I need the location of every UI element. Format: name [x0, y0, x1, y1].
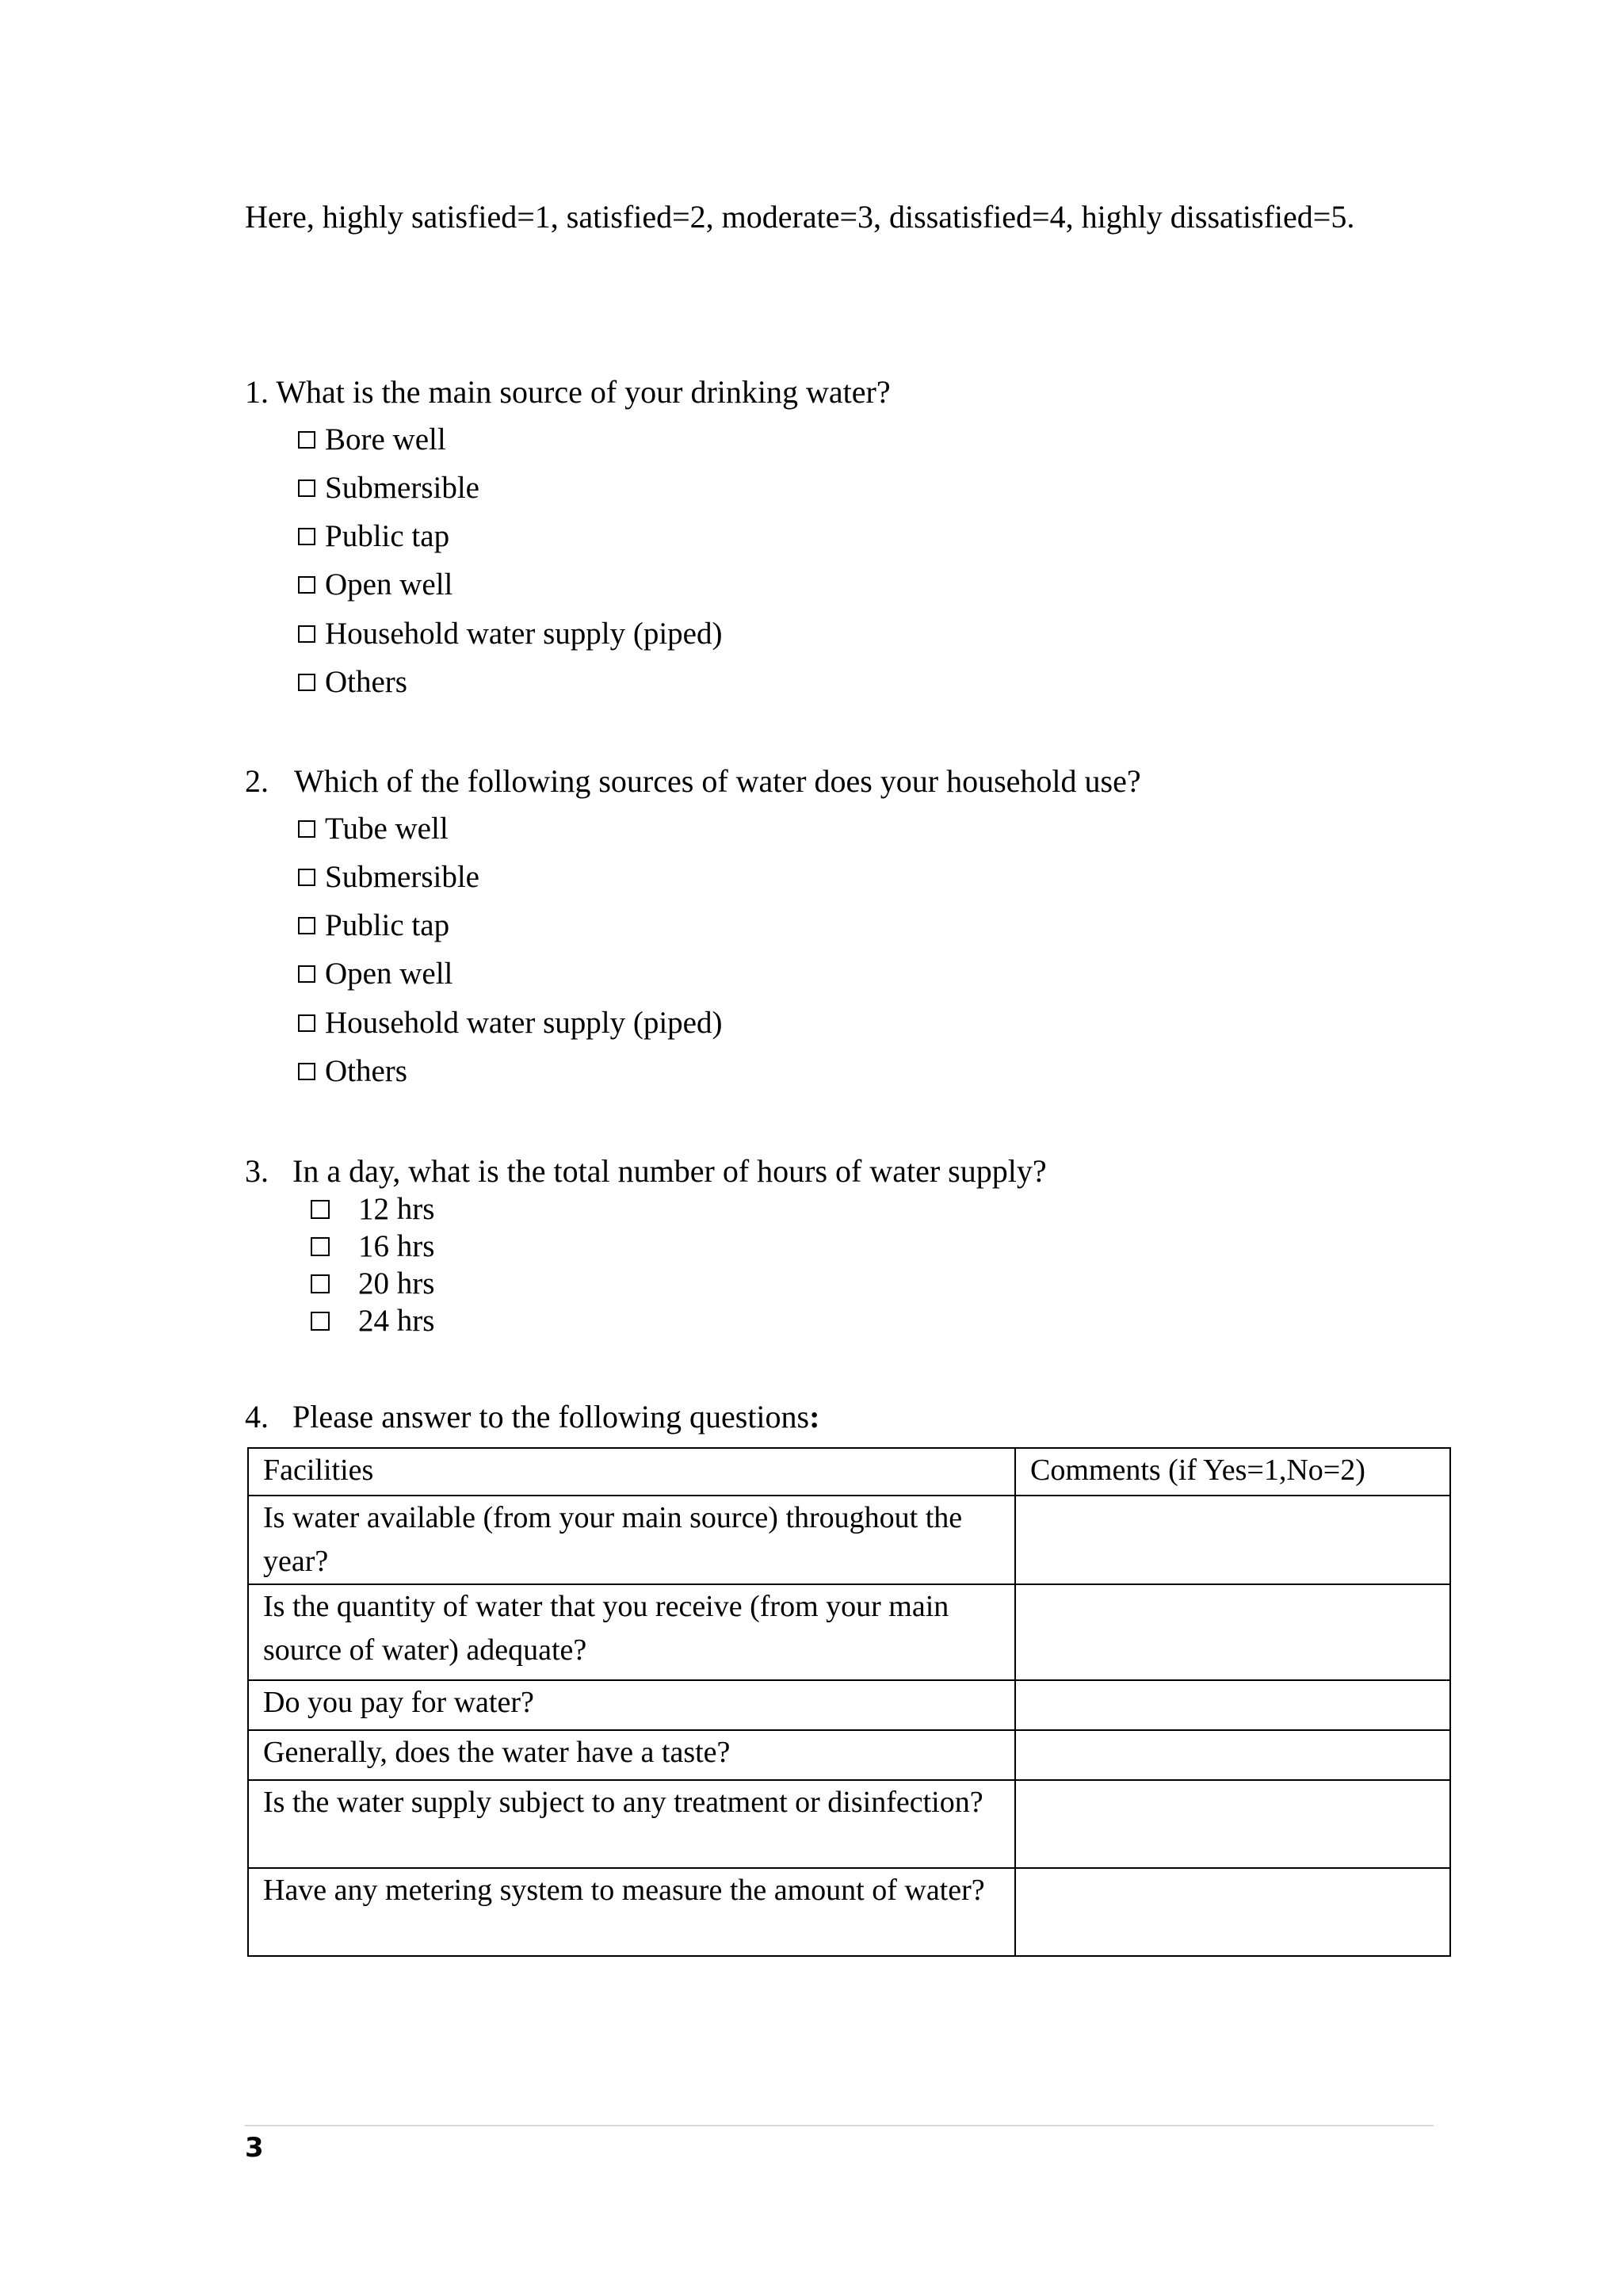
question-4-text: Please answer to the following questions	[292, 1399, 810, 1435]
table-row	[248, 1496, 1450, 1584]
table-row	[248, 1730, 1450, 1780]
q1-option-public-tap[interactable]: Public tap	[298, 521, 449, 552]
question-2	[245, 763, 1141, 799]
checkbox-icon[interactable]	[311, 1237, 330, 1256]
q2-option-public-tap[interactable]: Public tap	[298, 910, 449, 941]
question-3	[245, 1153, 1047, 1189]
header-facilities: Facilities	[248, 1448, 1015, 1496]
comment-cell[interactable]	[1015, 1780, 1450, 1868]
table-row	[248, 1680, 1450, 1730]
checkbox-icon[interactable]	[298, 625, 315, 643]
footer-divider	[245, 2125, 1434, 2126]
checkbox-icon[interactable]	[311, 1274, 330, 1293]
comment-cell[interactable]	[1015, 1496, 1450, 1584]
checkbox-icon[interactable]	[298, 917, 315, 934]
q1-option-bore-well[interactable]: Bore well	[298, 424, 446, 455]
checkbox-icon[interactable]	[298, 528, 315, 545]
q3-option-16-hrs[interactable]: 16 hrs	[311, 1231, 330, 1262]
facilities-table	[247, 1447, 1451, 1957]
q1-option-submersible[interactable]: Submersible	[298, 472, 479, 503]
facility-question: Do you pay for water?	[248, 1680, 1015, 1730]
q3-option-20-hrs[interactable]: 20 hrs	[311, 1268, 330, 1299]
checkbox-icon[interactable]	[298, 1014, 315, 1032]
facility-question: Generally, does the water have a taste?	[248, 1730, 1015, 1780]
question-2-number: 2.	[245, 763, 269, 799]
header-comments: Comments (if Yes=1,No=2)	[1015, 1448, 1450, 1496]
q1-option-household-piped[interactable]: Household water supply (piped)	[298, 618, 722, 649]
question-4-colon: :	[809, 1399, 820, 1435]
q2-option-submersible[interactable]: Submersible	[298, 861, 479, 892]
rating-legend: Here, highly satisfied=1, satisfied=2, moderate=3, dissatisfied=4, highly dissatisfied=5.	[245, 199, 1355, 235]
table-row	[248, 1868, 1450, 1956]
table-row	[248, 1780, 1450, 1868]
question-1	[245, 376, 891, 408]
checkbox-icon[interactable]	[298, 869, 315, 886]
facility-question: Have any metering system to measure the amount of water?	[248, 1868, 1015, 1956]
checkbox-icon[interactable]	[298, 431, 315, 449]
checkbox-icon[interactable]	[311, 1200, 330, 1219]
q2-option-open-well[interactable]: Open well	[298, 958, 453, 989]
facility-question: Is water available (from your main source) throughout the year?	[248, 1496, 1015, 1584]
q3-option-24-hrs[interactable]: 24 hrs	[311, 1305, 330, 1336]
facility-question: Is the water supply subject to any treatment or disinfection?	[248, 1780, 1015, 1868]
checkbox-icon[interactable]	[298, 965, 315, 983]
question-3-text: In a day, what is the total number of hours of water supply?	[292, 1153, 1047, 1189]
checkbox-icon[interactable]	[298, 674, 315, 691]
table-header-row	[248, 1448, 1450, 1496]
question-4	[245, 1401, 819, 1433]
checkbox-icon[interactable]	[311, 1312, 330, 1331]
checkbox-icon[interactable]	[298, 576, 315, 594]
comment-cell[interactable]	[1015, 1730, 1450, 1780]
facility-question: Is the quantity of water that you receive (from your main source of water) adequate?	[248, 1584, 1015, 1680]
table-row	[248, 1584, 1450, 1680]
comment-cell[interactable]	[1015, 1680, 1450, 1730]
comment-cell[interactable]	[1015, 1868, 1450, 1956]
question-1-number: 1.	[245, 374, 269, 410]
checkbox-icon[interactable]	[298, 1063, 315, 1080]
checkbox-icon[interactable]	[298, 820, 315, 838]
question-2-text: Which of the following sources of water does your household use?	[294, 763, 1141, 799]
q1-option-open-well[interactable]: Open well	[298, 569, 453, 600]
q2-option-household-piped[interactable]: Household water supply (piped)	[298, 1007, 722, 1038]
q2-option-others[interactable]: Others	[298, 1056, 407, 1087]
comment-cell[interactable]	[1015, 1584, 1450, 1680]
question-1-text: What is the main source of your drinking water?	[276, 374, 891, 410]
q1-option-others[interactable]: Others	[298, 667, 407, 697]
question-3-number: 3.	[245, 1153, 269, 1189]
question-4-number: 4.	[245, 1399, 269, 1435]
checkbox-icon[interactable]	[298, 479, 315, 497]
page-number: 3	[245, 2132, 264, 2164]
q2-option-tube-well[interactable]: Tube well	[298, 813, 449, 844]
q3-option-12-hrs[interactable]: 12 hrs	[311, 1194, 330, 1224]
